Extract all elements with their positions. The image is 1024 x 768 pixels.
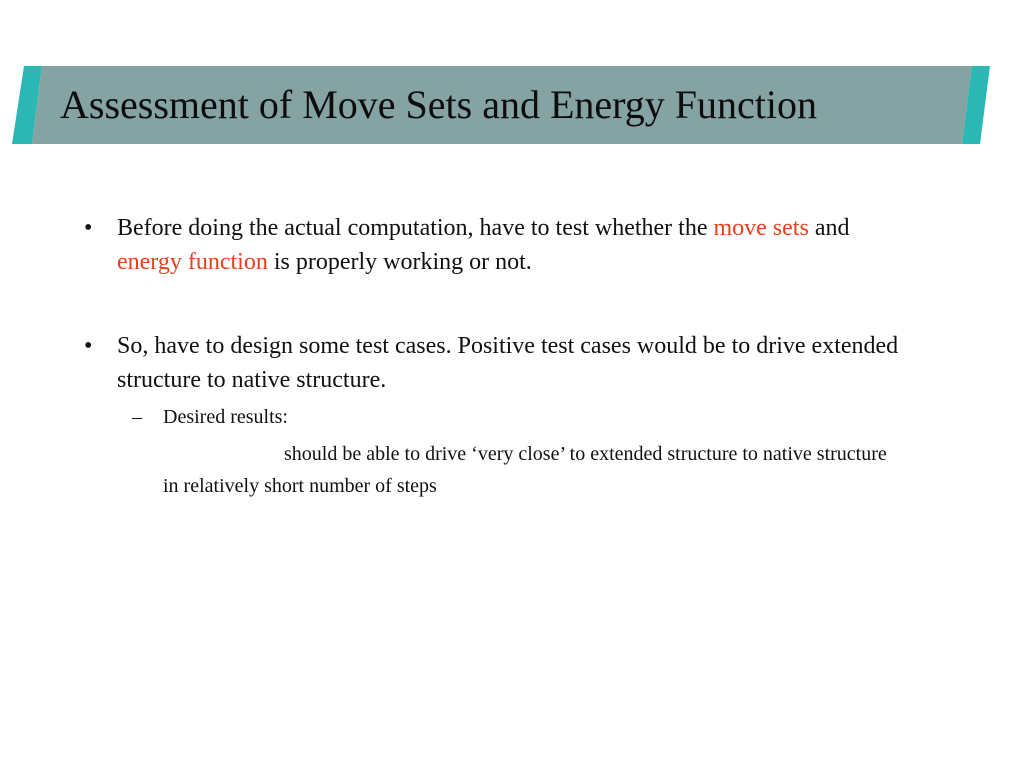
desired-results-detail: should be able to drive ‘very close’ to extended structure to native structure in relatively short number of steps: [163, 443, 887, 497]
bullet-marker: •: [84, 215, 93, 241]
slide-title: Assessment of Move Sets and Energy Function: [60, 82, 817, 127]
desired-results-label: Desired results:: [163, 406, 288, 428]
bullet-2-text: So, have to design some test cases. Positive test cases would be to drive extended structure to native structure.: [117, 333, 899, 393]
bullet-1-text-part: is properly working or not.: [267, 249, 532, 275]
move-sets-highlight: move sets: [713, 215, 809, 241]
bullet-1-text-part: and: [808, 215, 850, 241]
energy-function-highlight: energy function: [117, 249, 268, 275]
bullet-marker: •: [84, 333, 93, 359]
bullet-1-text-part: Before doing the actual computation, have to test whether the: [117, 215, 714, 241]
bullet-1-text: [117, 211, 907, 279]
sub-bullet-marker: –: [132, 406, 142, 428]
